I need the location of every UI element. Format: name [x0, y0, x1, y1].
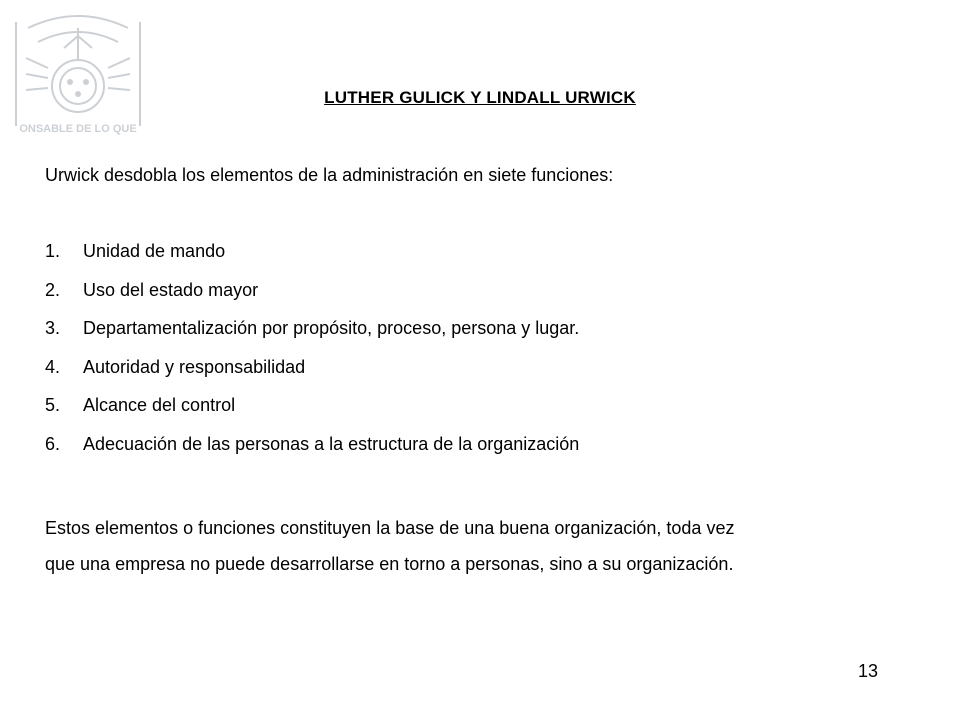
closing-line: que una empresa no puede desarrollarse en torno a personas, sino a su organización.: [45, 554, 734, 574]
list-item-text: Unidad de mando: [83, 241, 226, 261]
university-seal-icon: [8, 8, 148, 138]
list-item: [45, 394, 579, 433]
closing-line: Estos elementos o funciones constituyen la base de una buena organización, toda vez: [45, 518, 735, 538]
list-item: [45, 279, 579, 318]
list-item-number: 6.: [45, 433, 61, 454]
list-item-text: Departamentalización por propósito, proceso, persona y lugar.: [83, 318, 580, 339]
intro-paragraph: Urwick desdobla los elementos de la administración en siete funciones:: [45, 165, 614, 185]
list-item-number: 3.: [45, 318, 61, 339]
functions-list: [45, 240, 579, 472]
list-item: [45, 356, 579, 395]
list-item-text: Autoridad y responsabilidad: [83, 356, 306, 377]
university-seal-watermark: [8, 8, 148, 138]
list-item-text: Uso del estado mayor: [83, 279, 259, 300]
list-item-number: 2.: [45, 279, 61, 300]
list-item: [45, 317, 579, 356]
list-item-text: Alcance del control: [83, 395, 236, 416]
page-title: LUTHER GULICK Y LINDALL URWICK: [324, 88, 636, 107]
list-item-number: 5.: [45, 395, 61, 416]
list-item: [45, 433, 579, 472]
list-item: [45, 240, 579, 279]
list-item-number: 1.: [45, 241, 61, 261]
list-item-number: 4.: [45, 356, 61, 377]
closing-paragraph: [45, 510, 925, 582]
watermark-text: ONSABLE DE LO QUE: [19, 123, 137, 135]
list-item-text: Adecuación de las personas a la estructura de la organización: [83, 433, 580, 454]
page-number: 13: [858, 661, 879, 681]
